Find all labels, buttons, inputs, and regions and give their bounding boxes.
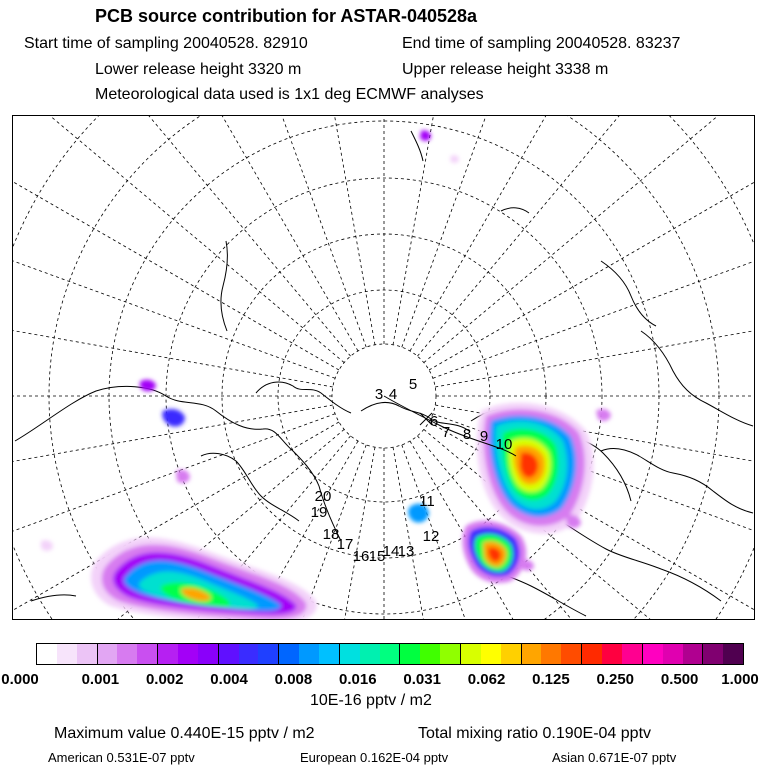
trajectory-label: 17: [336, 536, 354, 553]
meridian-line: [435, 292, 755, 387]
coastline-segment: [641, 331, 753, 426]
color-scale-swatch: [461, 644, 481, 664]
color-scale-swatch: [440, 644, 461, 664]
color-scale-swatch: [137, 644, 158, 664]
color-scale-tick: 0.002: [145, 671, 184, 688]
color-scale-tick: 0.008: [274, 671, 313, 688]
meridian-line: [13, 116, 344, 363]
color-scale-swatch: [198, 644, 219, 664]
color-scale-tick: 0.125: [532, 671, 570, 688]
plume-region: [450, 155, 459, 163]
coastline-segment: [501, 208, 529, 213]
color-scale-tick: 0.001: [81, 671, 120, 688]
trajectory-label: 11: [419, 493, 435, 510]
meridian-line: [424, 116, 755, 363]
coastline-segment: [221, 241, 228, 331]
trajectory-label: 9: [479, 428, 489, 445]
start-time-label: Start time of sampling 20040528. 82910: [24, 35, 308, 52]
color-scale-swatch: [602, 644, 622, 664]
color-scale-swatch: [279, 644, 299, 664]
trajectory-label: 13: [397, 543, 415, 560]
plume-region: [162, 409, 185, 427]
color-scale-swatch: [299, 644, 319, 664]
color-scale-swatch: [158, 644, 178, 664]
color-scale-swatch: [360, 644, 380, 664]
color-scale-swatch: [703, 644, 723, 664]
coastline-segment: [15, 386, 341, 541]
coastline-segment: [561, 521, 721, 601]
color-scale-tick: 0.016: [339, 671, 377, 688]
color-scale-swatch: [178, 644, 198, 664]
color-scale-swatch: [622, 644, 643, 664]
plume-region: [596, 409, 611, 421]
color-scale-swatch: [239, 644, 259, 664]
coastline-segment: [201, 453, 299, 521]
meridian-line: [84, 116, 358, 351]
coastline-segment: [361, 402, 469, 431]
trajectory-label: 20: [314, 488, 332, 505]
color-scale-swatch: [98, 644, 118, 664]
color-scale-swatch: [643, 644, 663, 664]
trajectory-label: 3: [374, 386, 384, 403]
meridian-line: [280, 116, 375, 345]
asian-contribution: Asian 0.671E-07 pptv: [552, 750, 677, 765]
color-scale-swatch: [77, 644, 98, 664]
coastline-segment: [256, 382, 351, 413]
plume-region: [176, 470, 190, 483]
trajectory-label: 7: [441, 424, 451, 441]
trajectory-label: 16: [352, 548, 370, 565]
meridian-line: [433, 191, 755, 378]
polar-map-canvas: [13, 116, 755, 620]
color-scale-swatch: [683, 644, 704, 664]
color-scale-swatch: [57, 644, 77, 664]
meridian-line: [393, 116, 488, 345]
european-contribution: European 0.162E-04 pptv: [300, 750, 449, 765]
color-scale-swatch: [522, 644, 542, 664]
plume-region: [140, 380, 156, 392]
trajectory-label: 15: [368, 548, 386, 565]
trajectory-label: 12: [422, 528, 440, 545]
color-scale-tick: 0.500: [660, 671, 699, 688]
plume-region: [420, 130, 431, 141]
color-scale-swatch: [501, 644, 522, 664]
trajectory-label: 19: [310, 504, 328, 521]
end-time-label: End time of sampling 20040528. 83237: [402, 35, 681, 52]
color-scale-swatch: [400, 644, 420, 664]
trajectory-label: 8: [462, 426, 472, 443]
meridian-line: [13, 116, 339, 370]
plume-region: [521, 560, 534, 571]
color-scale-swatch: [380, 644, 401, 664]
met-data-label: Meteorological data used is 1x1 deg ECMWF analyses: [95, 86, 484, 103]
color-scale-swatch: [541, 644, 561, 664]
color-scale-swatch: [340, 644, 360, 664]
color-scale-swatch: [481, 644, 501, 664]
color-scale-swatch: [663, 644, 683, 664]
trajectory-label: 14: [382, 543, 400, 560]
american-contribution: American 0.531E-07 pptv: [48, 750, 195, 765]
color-scale-swatch: [117, 644, 137, 664]
meridian-line: [417, 116, 755, 356]
trajectory-label: 6: [429, 413, 439, 430]
meridian-line: [402, 116, 589, 347]
polar-map: [12, 115, 755, 620]
color-scale-tick: 0.062: [467, 671, 506, 688]
trajectory-label: 4: [388, 386, 398, 403]
color-scale-tick: 0.031: [403, 671, 441, 688]
map-title: PCB source contribution for ASTAR-040528a: [95, 6, 478, 26]
color-scale-tick: 0.000: [1, 671, 39, 688]
color-scale-swatch: [561, 644, 582, 664]
max-value-label: Maximum value 0.440E-15 pptv / m2: [54, 725, 315, 742]
color-scale-tick: 0.250: [596, 671, 635, 688]
trajectory-label: 5: [408, 376, 418, 393]
plume-region: [41, 540, 53, 551]
color-scale-swatch: [219, 644, 239, 664]
color-scale-swatch: [319, 644, 340, 664]
lower-release-label: Lower release height 3320 m: [95, 61, 302, 78]
upper-release-label: Upper release height 3338 m: [402, 61, 609, 78]
trajectory-label: 10: [495, 436, 513, 453]
color-scale-swatch: [723, 644, 743, 664]
color-scale-tick: 0.004: [210, 671, 248, 688]
color-scale-swatch: [582, 644, 602, 664]
color-scale-bar: [36, 643, 744, 665]
color-scale-swatch: [37, 644, 57, 664]
color-scale-unit: 10E-16 pptv / m2: [310, 692, 432, 709]
trajectory-label: 18: [322, 526, 340, 543]
meridian-line: [179, 116, 366, 347]
color-scale-tick: 1.000: [721, 671, 759, 688]
source-contribution-field: [41, 130, 611, 620]
total-mixing-label: Total mixing ratio 0.190E-04 pptv: [418, 725, 652, 742]
meridian-line: [13, 116, 351, 356]
color-scale-swatch: [258, 644, 279, 664]
color-scale-ticks: [0, 671, 768, 691]
color-scale-swatch: [420, 644, 440, 664]
